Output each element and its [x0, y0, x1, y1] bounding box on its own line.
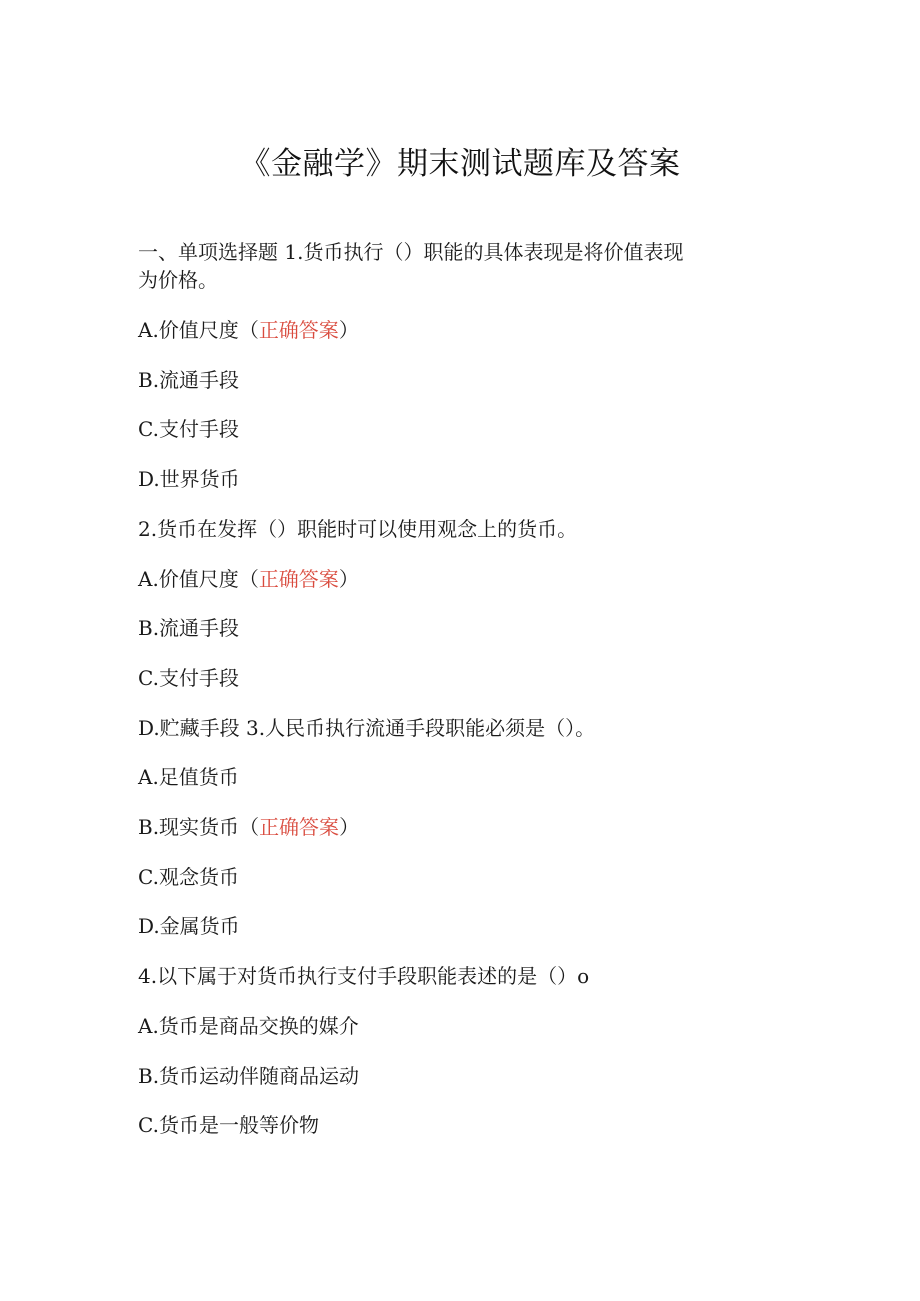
option-line	[138, 465, 240, 493]
line-text: A.足值货币	[138, 765, 239, 789]
line-text: B.流通手段	[138, 368, 240, 392]
option-line	[138, 614, 239, 642]
line-text: C.观念货币	[138, 865, 239, 889]
correct-answer-marker: 正确答案	[259, 815, 340, 839]
line-text: C.支付手段	[138, 666, 239, 690]
option-line	[138, 763, 239, 791]
document-title: 《金融学》期末测试题库及答案	[239, 146, 681, 182]
answer-paren-close: ）	[339, 815, 360, 839]
line-text: D.金属货币	[138, 914, 240, 938]
option-line	[138, 415, 239, 443]
line-text: 2.货币在发挥（）职能时可以使用观念上的货币。	[138, 517, 578, 541]
line-text: B.货币运动伴随商品运动	[138, 1064, 360, 1088]
correct-answer-marker: 正确答案	[258, 318, 339, 342]
option-line-correct	[138, 813, 359, 841]
line-text: A.货币是商品交换的媒介	[138, 1014, 359, 1038]
option-line	[138, 962, 589, 990]
line-text: B.现实货币	[138, 815, 240, 839]
answer-paren-close: ）	[338, 318, 359, 342]
line-text: 4.以下属于对货币执行支付手段职能表述的是（）o	[138, 964, 590, 988]
option-line	[138, 664, 239, 692]
option-line	[138, 714, 595, 742]
section-header-question-1: 一、单项选择题 1.货币执行（）职能的具体表现是将价值表现为价格。	[138, 240, 684, 292]
answer-paren-close: ）	[338, 567, 359, 591]
option-line	[138, 1111, 319, 1139]
line-text: C.支付手段	[138, 417, 239, 441]
option-line	[138, 863, 239, 891]
line-text: A.价值尺度	[138, 567, 239, 591]
correct-answer-marker: 正确答案	[258, 567, 339, 591]
option-line	[138, 912, 240, 940]
option-line	[138, 366, 239, 394]
option-line-correct	[138, 316, 359, 344]
option-line	[138, 1012, 359, 1040]
answer-paren-open: （	[238, 567, 259, 591]
line-text: B.流通手段	[138, 616, 240, 640]
line-text: D.贮藏手段 3.人民币执行流通手段职能必须是（）。	[138, 716, 596, 740]
option-line	[138, 515, 577, 543]
line-text: A.价值尺度	[138, 318, 239, 342]
answer-paren-open: （	[239, 815, 260, 839]
line-text: D.世界货币	[138, 467, 240, 491]
option-line	[138, 1062, 359, 1090]
answer-paren-open: （	[238, 318, 259, 342]
option-line-correct	[138, 565, 359, 593]
line-text: C.货币是一般等价物	[138, 1113, 319, 1137]
